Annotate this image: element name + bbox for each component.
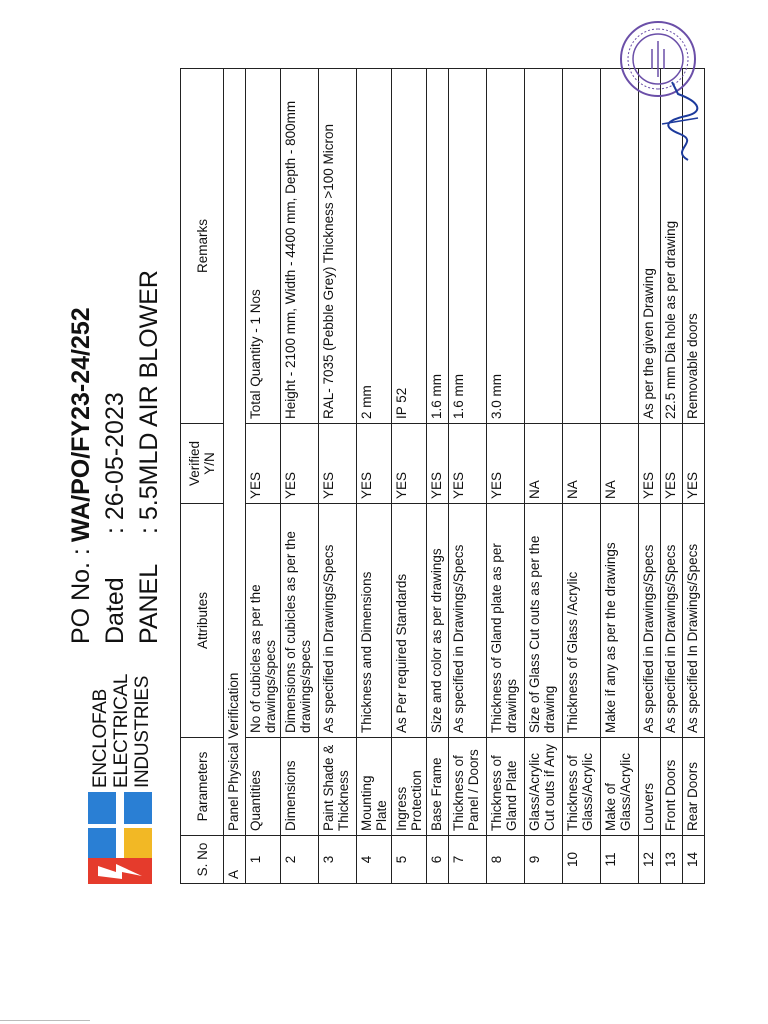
cell-attribute: As specified In Drawings/Specs xyxy=(683,504,705,738)
cell-remarks: 3.0 mm xyxy=(487,69,525,424)
cell-parameter: Paint Shade & Thickness xyxy=(319,738,357,836)
cell-remarks: 22.5 mm Dia hole as per drawing xyxy=(661,69,683,424)
table-row xyxy=(661,69,683,884)
cell-verified: YES xyxy=(319,424,357,504)
table-row xyxy=(427,69,449,884)
company-logo xyxy=(88,792,152,884)
cell-attribute: Thickness of Glass /Acrylic xyxy=(563,504,601,738)
table-row xyxy=(601,69,639,884)
header-verified: Verified Y/N xyxy=(181,424,224,504)
po-number-value: WA/PO/FY23-24/252 xyxy=(67,307,95,543)
section-title: Panel Physical Verification xyxy=(224,69,246,836)
cell-sno: 3 xyxy=(319,836,357,884)
cell-sno: 2 xyxy=(281,836,319,884)
cell-verified: NA xyxy=(525,424,563,504)
po-number-label: PO No. : xyxy=(67,548,95,644)
cell-parameter: Base Frame xyxy=(427,738,449,836)
cell-attribute: As specified in Drawings/Specs xyxy=(449,504,487,738)
cell-verified: YES xyxy=(661,424,683,504)
cell-parameter: Thickness of Glass/Acrylic xyxy=(563,738,601,836)
cell-parameter: Mounting Plate xyxy=(357,738,392,836)
cell-remarks: 2 mm xyxy=(357,69,392,424)
cell-sno: 7 xyxy=(449,836,487,884)
panel-value: : 5.5MLD AIR BLOWER xyxy=(135,270,163,534)
cell-sno: 14 xyxy=(683,836,705,884)
cell-remarks: Removable doors xyxy=(683,69,705,424)
cell-remarks: IP 52 xyxy=(392,69,427,424)
cell-sno: 11 xyxy=(601,836,639,884)
cell-verified: YES xyxy=(246,424,281,504)
cell-remarks xyxy=(601,69,639,424)
table-row xyxy=(246,69,281,884)
cell-parameter: Thickness of Panel / Doors xyxy=(449,738,487,836)
cell-attribute: Size and color as per drawings xyxy=(427,504,449,738)
header-parameters: Parameters xyxy=(181,738,224,836)
company-line-1: ENCLOFAB xyxy=(90,689,111,788)
cell-verified: YES xyxy=(281,424,319,504)
cell-sno: 5 xyxy=(392,836,427,884)
cell-attribute: Thickness and Dimensions xyxy=(357,504,392,738)
cell-parameter: Dimensions xyxy=(281,738,319,836)
cell-sno: 4 xyxy=(357,836,392,884)
cell-attribute: Size of Glass Cut outs as per the drawing xyxy=(525,504,563,738)
table-row xyxy=(487,69,525,884)
cell-remarks: Total Quantity - 1 Nos xyxy=(246,69,281,424)
cell-parameter: Louvers xyxy=(639,738,661,836)
table-row xyxy=(683,69,705,884)
panel-row xyxy=(132,24,166,644)
cell-attribute: As specified in Drawings/Specs xyxy=(319,504,357,738)
edge-mark xyxy=(0,1020,90,1021)
table-row xyxy=(563,69,601,884)
cell-sno: 8 xyxy=(487,836,525,884)
cell-sno: 10 xyxy=(563,836,601,884)
cell-remarks: 1.6 mm xyxy=(449,69,487,424)
company-name xyxy=(90,638,153,788)
cell-remarks xyxy=(525,69,563,424)
cell-verified: YES xyxy=(449,424,487,504)
cell-remarks: As per the given Drawing xyxy=(639,69,661,424)
dated-label: Dated xyxy=(101,577,129,644)
cell-verified: NA xyxy=(601,424,639,504)
cell-parameter: Quantities xyxy=(246,738,281,836)
cell-verified: YES xyxy=(683,424,705,504)
signature xyxy=(650,74,710,164)
cell-attribute: Dimensions of cubicles as per the drawings/specs xyxy=(281,504,319,738)
cell-attribute: As specified in Drawings/Specs xyxy=(639,504,661,738)
table-row xyxy=(392,69,427,884)
cell-attribute: As Per required Standards xyxy=(392,504,427,738)
cell-verified: YES xyxy=(392,424,427,504)
cell-sno: 12 xyxy=(639,836,661,884)
cell-verified: YES xyxy=(487,424,525,504)
cell-sno: 9 xyxy=(525,836,563,884)
cell-sno: 13 xyxy=(661,836,683,884)
cell-verified: YES xyxy=(427,424,449,504)
table-row xyxy=(449,69,487,884)
header-sno: S. No xyxy=(181,836,224,884)
cell-parameter: Thickness of Gland Plate xyxy=(487,738,525,836)
company-line-2: ELECTRICAL xyxy=(111,673,132,788)
dated-row xyxy=(98,24,132,644)
cell-parameter: Glass/Acrylic Cut outs if Any xyxy=(525,738,563,836)
company-line-3: INDUSTRIES xyxy=(132,675,153,788)
cell-parameter: Ingress Protection xyxy=(392,738,427,836)
cell-attribute: No of cubicles as per the drawings/specs xyxy=(246,504,281,738)
verification-table xyxy=(180,68,705,884)
cell-verified: YES xyxy=(357,424,392,504)
cell-sno: 6 xyxy=(427,836,449,884)
panel-label: PANEL xyxy=(135,563,163,644)
header-attributes: Attributes xyxy=(181,504,224,738)
cell-remarks: RAL- 7035 (Pebble Grey) Thickness >100 Micron xyxy=(319,69,357,424)
table-row xyxy=(281,69,319,884)
table-header-row xyxy=(181,69,224,884)
cell-parameter: Front Doors xyxy=(661,738,683,836)
header-remarks: Remarks xyxy=(181,69,224,424)
po-details xyxy=(64,24,166,644)
section-id: A xyxy=(224,836,246,884)
table-row xyxy=(639,69,661,884)
cell-remarks: 1.6 mm xyxy=(427,69,449,424)
po-number-row xyxy=(64,24,98,644)
cell-attribute: As specified in Drawings/Specs xyxy=(661,504,683,738)
dated-value: : 26-05-2023 xyxy=(101,392,129,534)
table-row xyxy=(319,69,357,884)
cell-parameter: Make of Glass/Acrylic xyxy=(601,738,639,836)
table-row xyxy=(525,69,563,884)
cell-sno: 1 xyxy=(246,836,281,884)
table-row xyxy=(357,69,392,884)
cell-verified: YES xyxy=(639,424,661,504)
cell-remarks: Height - 2100 mm, Width - 4400 mm, Depth - 800mm xyxy=(281,69,319,424)
cell-attribute: Thickness of Gland plate as per drawings xyxy=(487,504,525,738)
cell-attribute: Make if any as per the drawings xyxy=(601,504,639,738)
cell-verified: NA xyxy=(563,424,601,504)
cell-remarks xyxy=(563,69,601,424)
section-row xyxy=(224,69,246,884)
cell-parameter: Rear Doors xyxy=(683,738,705,836)
